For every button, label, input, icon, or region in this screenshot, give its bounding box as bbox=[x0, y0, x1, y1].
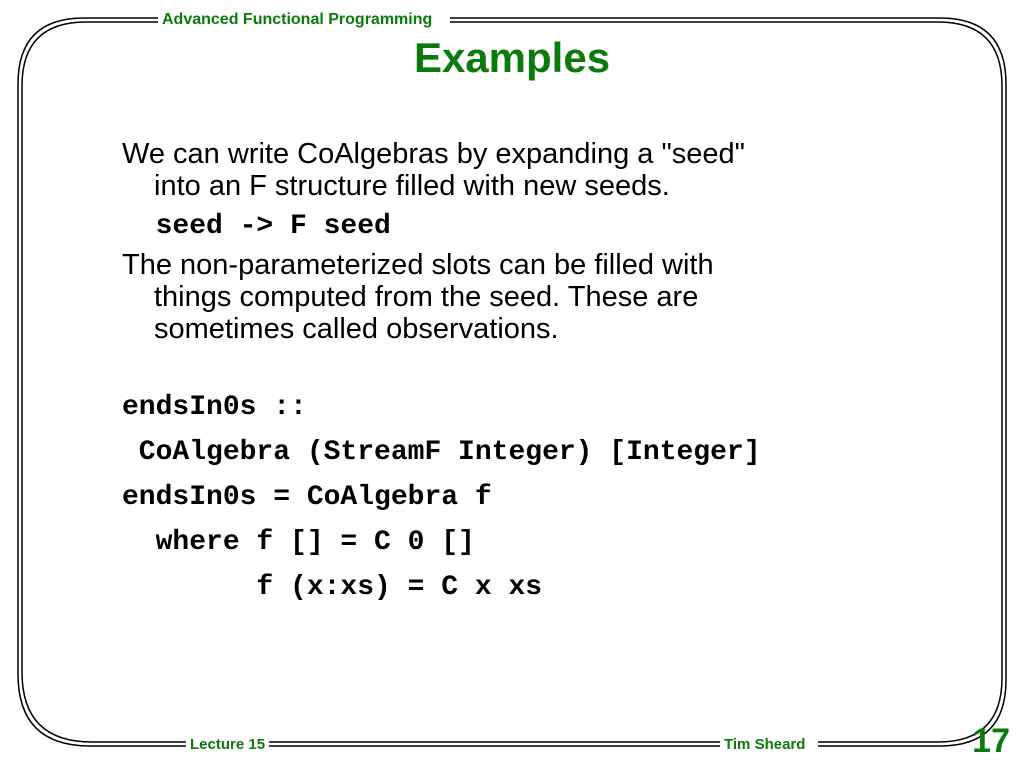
slide-content bbox=[122, 138, 882, 610]
code-line: endsIn0s = CoAlgebra f bbox=[122, 482, 492, 513]
code-line: CoAlgebra (StreamF Integer) [Integer] bbox=[122, 437, 761, 468]
paragraph-seed-intro: We can write CoAlgebras by expanding a "seed" into an F structure filled with new seeds. bbox=[122, 138, 745, 202]
slide-title: Examples bbox=[413, 34, 611, 81]
code-seed-signature: seed -> F seed bbox=[122, 211, 391, 242]
spacer bbox=[122, 345, 882, 385]
page-number: 17 bbox=[972, 722, 1010, 760]
code-line: where f [] = C 0 [] bbox=[122, 527, 475, 558]
code-line: f (x:xs) = C x xs bbox=[122, 572, 543, 603]
footer-author: Tim Sheard bbox=[720, 736, 809, 753]
course-title: Advanced Functional Programming bbox=[158, 11, 436, 29]
footer-lecture: Lecture 15 bbox=[186, 736, 269, 753]
code-line: endsIn0s :: bbox=[122, 392, 307, 423]
paragraph-observations: The non-parameterized slots can be filled with things computed from the seed. These are sometimes called observations. bbox=[122, 249, 714, 345]
